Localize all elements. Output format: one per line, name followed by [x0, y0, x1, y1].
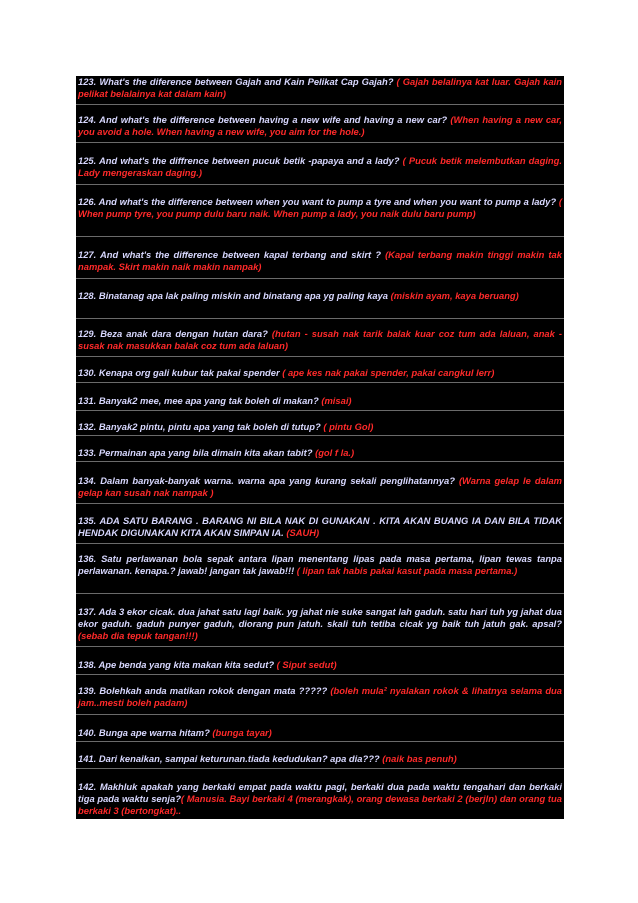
- document-page: [76, 76, 564, 819]
- list-item: 132. Banyak2 pintu, pintu apa yang tak boleh di tutup? ( pintu Gol): [78, 421, 374, 432]
- divider: [76, 768, 564, 769]
- list-item: 137. Ada 3 ekor cicak. dua jahat satu lagi baik. yg jahat nie suke sangat lah gaduh. satu hari tuh yg jahat dua ekor gaduh. gaduh punyer gaduh, diorang pun jatuh. skali tuh tetiba cicak yg baik tuh jatuh gak. apsal? (sebab dia tepuk tangan!!!): [78, 606, 562, 641]
- divider: [76, 593, 564, 594]
- list-item: 130. Kenapa org gali kubur tak pakai spender ( ape kes nak pakai spender, pakai cangkul lerr): [78, 367, 495, 378]
- divider: [76, 543, 564, 544]
- list-item: 123. What's the diference between Gajah and Kain Pelikat Cap Gajah? ( Gajah belalinya kat luar. Gajah kain pelikat belalainya kat dalam kain): [78, 76, 563, 99]
- divider: [76, 674, 564, 675]
- divider: [76, 410, 564, 411]
- divider: [76, 503, 564, 504]
- list-item: 140. Bunga ape warna hitam? (bunga tayar): [78, 727, 272, 738]
- divider: [76, 382, 564, 383]
- divider: [76, 435, 564, 436]
- list-item: 141. Dari kenaikan, sampai keturunan.tiada kedudukan? apa dia??? (naik bas penuh): [78, 753, 457, 764]
- list-item: 135. ADA SATU BARANG . BARANG NI BILA NAK DI GUNAKAN . KITA AKAN BUANG IA DAN BILA TIDAK HENDAK DIGUNAKAN KITA AKAN SIMPAN IA. (SAUH): [78, 515, 562, 538]
- divider: [76, 461, 564, 462]
- divider: [76, 104, 564, 105]
- divider: [76, 714, 564, 715]
- list-item: 124. And what's the difference between having a new wife and having a new car? (When having a new car, you avoid a hole. When having a new wife, you aim for the hole.): [78, 114, 563, 137]
- list-item: 126. And what's the difference between when you want to pump a tyre and when you want to pump a lady? ( When pump tyre, you pump dulu baru naik. When pump a lady, you naik dulu baru pump): [78, 196, 562, 219]
- list-item: 134. Dalam banyak-banyak warna. warna apa yang kurang sekali penglihatannya? (Warna gelap le dalam gelap kan susah nak nampak ): [78, 475, 562, 498]
- divider: [76, 142, 564, 143]
- list-item: 138. Ape benda yang kita makan kita sedut? ( Siput sedut): [78, 659, 337, 670]
- divider: [76, 318, 564, 319]
- divider: [76, 236, 564, 237]
- list-item: 128. Binatanag apa lak paling miskin and binatang apa yg paling kaya (miskin ayam, kaya beruang): [78, 290, 519, 301]
- list-item: 142. Makhluk apakah yang berkaki empat pada waktu pagi, berkaki dua pada waktu tengahari dan berkaki tiga pada waktu senja?( Manusia. Bayi berkaki 4 (merangkak), orang dewasa berkaki 2 (berjln) dan orang tua berkaki 3 (bertongkat)..: [78, 781, 562, 816]
- list-item: 136. Satu perlawanan bola sepak antara lipan menentang lipas pada masa pertama, lipan tewas tanpa perlawanan. kenapa.? jawab! jangan tak jawab!!! ( lipan tak habis pakai kasut pada masa pertama.): [78, 553, 562, 576]
- list-item: 131. Banyak2 mee, mee apa yang tak boleh di makan? (misai): [78, 395, 352, 406]
- divider: [76, 184, 564, 185]
- divider: [76, 278, 564, 279]
- divider: [76, 646, 564, 647]
- divider: [76, 356, 564, 357]
- list-item: 133. Permainan apa yang bila dimain kita akan tabit? (gol f la.): [78, 447, 355, 458]
- divider: [76, 741, 564, 742]
- list-item: 125. And what's the diffrence between pucuk betik -papaya and a lady? ( Pucuk betik melembutkan daging. Lady mengeraskan daging.): [78, 155, 562, 178]
- list-item: 129. Beza anak dara dengan hutan dara? (hutan - susah nak tarik balak kuar coz tum ada laluan, anak - susak nak masukkan balak coz tum ada laluan): [78, 328, 563, 351]
- list-item: 139. Bolehkah anda matikan rokok dengan mata ????? (boleh mula² nyalakan rokok & lihatnya selama dua jam..mesti boleh padam): [78, 685, 562, 708]
- list-item: 127. And what's the difference between kapal terbang and skirt ? (Kapal terbang makin tinggi makin tak nampak. Skirt makin naik makin nampak): [78, 249, 562, 272]
